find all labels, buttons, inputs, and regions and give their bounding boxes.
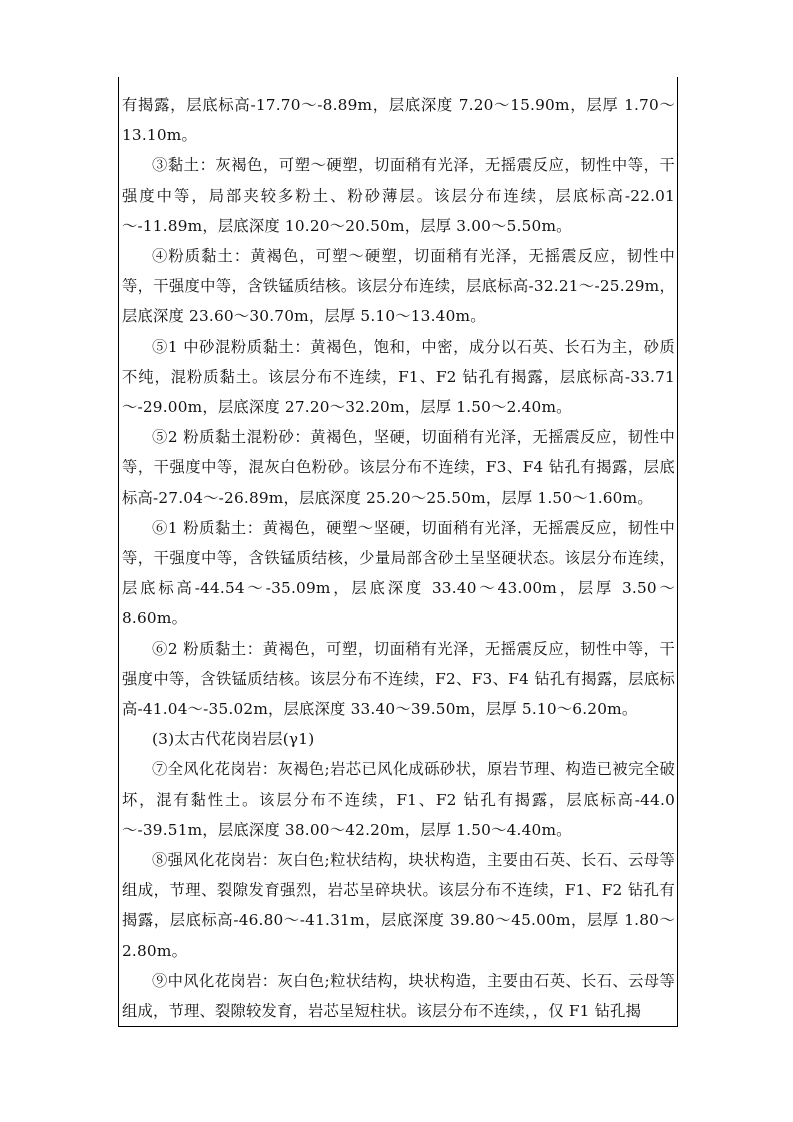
paragraph-layer-8-strongly-weathered-granite: ⑧强风化花岗岩：灰白色;粒状结构，块状构造，主要由石英、长石、云母等组成，节理、裂隙发育强烈，岩芯呈碎块状。该层分布不连续，F1、F2 钻孔有揭露，层底标高-46.80～-41.31m，层底深度 39.80～45.00m，层厚 1.80～2.80m。 <box>122 851 675 960</box>
paragraph-layer-5-2-silty-clay-sand: ⑤2 粉质黏土混粉砂：黄褐色，坚硬，切面稍有光泽，无摇震反应，韧性中等，干强度中等，混灰白色粉砂。该层分布不连续，F3、F4 钻孔有揭露，层底标高-27.04～-26.89m，层底深度 25.20～25.50m，层厚 1.50～1.60m。 <box>122 428 675 507</box>
paragraph-layer-9-moderately-weathered-granite: ⑨中风化花岗岩：灰白色;粒状结构，块状构造，主要由石英、长石、云母等组成，节理、裂隙较发育，岩芯呈短柱状。该层分布不连续，，仅 F1 钻孔揭 <box>122 971 675 1021</box>
paragraph-layer-7-weathered-granite: ⑦全风化花岗岩：灰褐色;岩芯已风化成砾砂状，原岩节理、构造已被完全破坏，混有黏性土。该层分布不连续，F1、F2 钻孔有揭露，层底标高-44.0～-39.51m，层底深度 38.00～42.20m，层厚 1.50～4.40m。 <box>122 760 675 839</box>
paragraph-layer-6-2-silty-clay: ⑥2 粉质黏土：黄褐色，可塑，切面稍有光泽，无摇震反应，韧性中等，干强度中等，含铁锰质结核。该层分布不连续，F2、F3、F4 钻孔有揭露，层底标高-41.04～-35.02m，层底深度 33.40～39.50m，层厚 5.10～6.20m。 <box>122 639 675 719</box>
paragraph-layer-3-clay: ③黏土：灰褐色，可塑～硬塑，切面稍有光泽，无摇震反应，韧性中等，干强度中等，局部夹较多粉土、粉砂薄层。该层分布连续，层底标高-22.01～-11.89m，层底深度 10.20～20.50m，层厚 3.00～5.50m。 <box>122 156 675 235</box>
content-frame <box>118 77 678 1027</box>
paragraph-layer-4-silty-clay: ④粉质黏土：黄褐色，可塑～硬塑，切面稍有光泽，无摇震反应，韧性中等，干强度中等，含铁锰质结核。该层分布连续，层底标高-32.21～-25.29m，层底深度 23.60～30.70m，层厚 5.10～13.40m。 <box>122 247 675 326</box>
paragraph-layer-2-continued: 有揭露，层底标高-17.70～-8.89m，层底深度 7.20～15.90m，层厚 1.70～13.10m。 <box>122 96 675 145</box>
document-body <box>119 90 677 1026</box>
paragraph-layer-6-1-silty-clay: ⑥1 粉质黏土：黄褐色，硬塑～坚硬，切面稍有光泽，无摇震反应，韧性中等，干强度中等，含铁锰质结核，少量局部含砂土呈坚硬状态。该层分布连续，层底标高-44.54～-35.09m，层底深度 33.40～43.00m，层厚 3.50～8.60m。 <box>122 518 675 628</box>
paragraph-layer-5-1-medium-sand: ⑤1 中砂混粉质黏土：黄褐色，饱和，中密，成分以石英、长石为主，砂质不纯，混粉质黏土。该层分布不连续，F1、F2 钻孔有揭露，层底标高-33.71～-29.00m，层底深度 27.20～32.20m，层厚 1.50～2.40m。 <box>122 337 675 417</box>
section-heading-granite: (3)太古代花岗岩层(γ1) <box>152 730 315 749</box>
